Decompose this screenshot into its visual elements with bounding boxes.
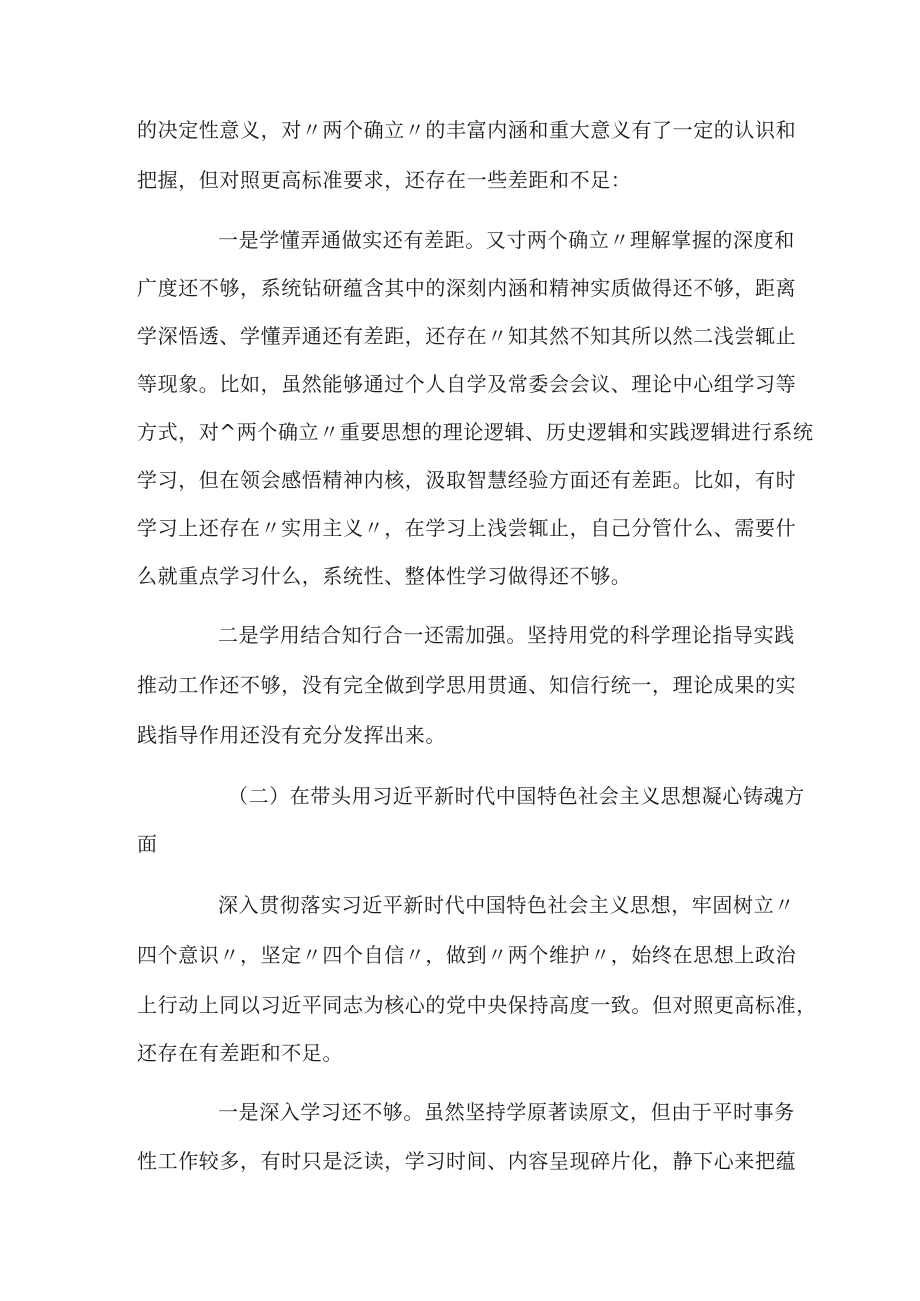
paragraph-first-line: 深入贯彻落实习近平新时代中国特色社会主义思想，牢固树立〃	[218, 893, 795, 917]
text-line: 广度还不够，系统钻研蕴含其中的深刻内涵和精神实质做得还不够，距离	[137, 276, 797, 300]
text-line: 上行动上同以习近平同志为核心的党中央保持高度一致。但对照更高标准，	[137, 993, 817, 1017]
text-line: 践指导作用还没有充分发挥出来。	[137, 723, 446, 747]
text-line: 性工作较多，有时只是泛读，学习时间、内容呈现碎片化，静下心来把蕴	[137, 1149, 797, 1173]
section-heading: （二）在带头用习近平新时代中国特色社会主义思想凝心铸魂方	[228, 784, 805, 808]
text-line: 推动工作还不够，没有完全做到学思用贯通、知信行统一，理论成果的实	[137, 673, 797, 697]
paragraph-first-line: 一是深入学习还不够。虽然坚持学原著读原文，但由于平时事务	[218, 1100, 795, 1124]
text-line: 等现象。比如，虽然能够通过个人自学及常委会会议、理论中心组学习等	[137, 372, 797, 396]
text-line: 把握，但对照更高标准要求，还存在一些差距和不足：	[137, 168, 632, 192]
section-heading-continuation: 面	[137, 832, 158, 856]
text-line: 么就重点学习什么，系统性、整体性学习做得还不够。	[137, 564, 632, 588]
text-line: 四个意识〃，坚定〃四个自信〃，做到〃两个维护〃，始终在思想上政治	[137, 943, 797, 967]
text-line: 方式，对^两个确立〃重要思想的理论逻辑、历史逻辑和实践逻辑进行系统	[137, 420, 814, 444]
paragraph-first-line: 二是学用结合知行合一还需加强。坚持用党的科学理论指导实践	[218, 623, 795, 647]
text-line: 学深悟透、学懂弄通还有差距，还存在〃知其然不知其所以然二浅尝辄止	[137, 324, 797, 348]
text-line: 学习，但在领会感悟精神内核，汲取智慧经验方面还有差距。比如，有时	[137, 468, 797, 492]
text-line: 还存在有差距和不足。	[137, 1041, 343, 1065]
paragraph-first-line: 一是学懂弄通做实还有差距。又寸两个确立〃理解掌握的深度和	[218, 228, 795, 252]
text-line: 学习上还存在〃实用主义〃，在学习上浅尝辄止，自己分管什么、需要什	[137, 516, 797, 540]
text-line: 的决定性意义，对〃两个确立〃的丰富内涵和重大意义有了一定的认识和	[137, 118, 797, 142]
